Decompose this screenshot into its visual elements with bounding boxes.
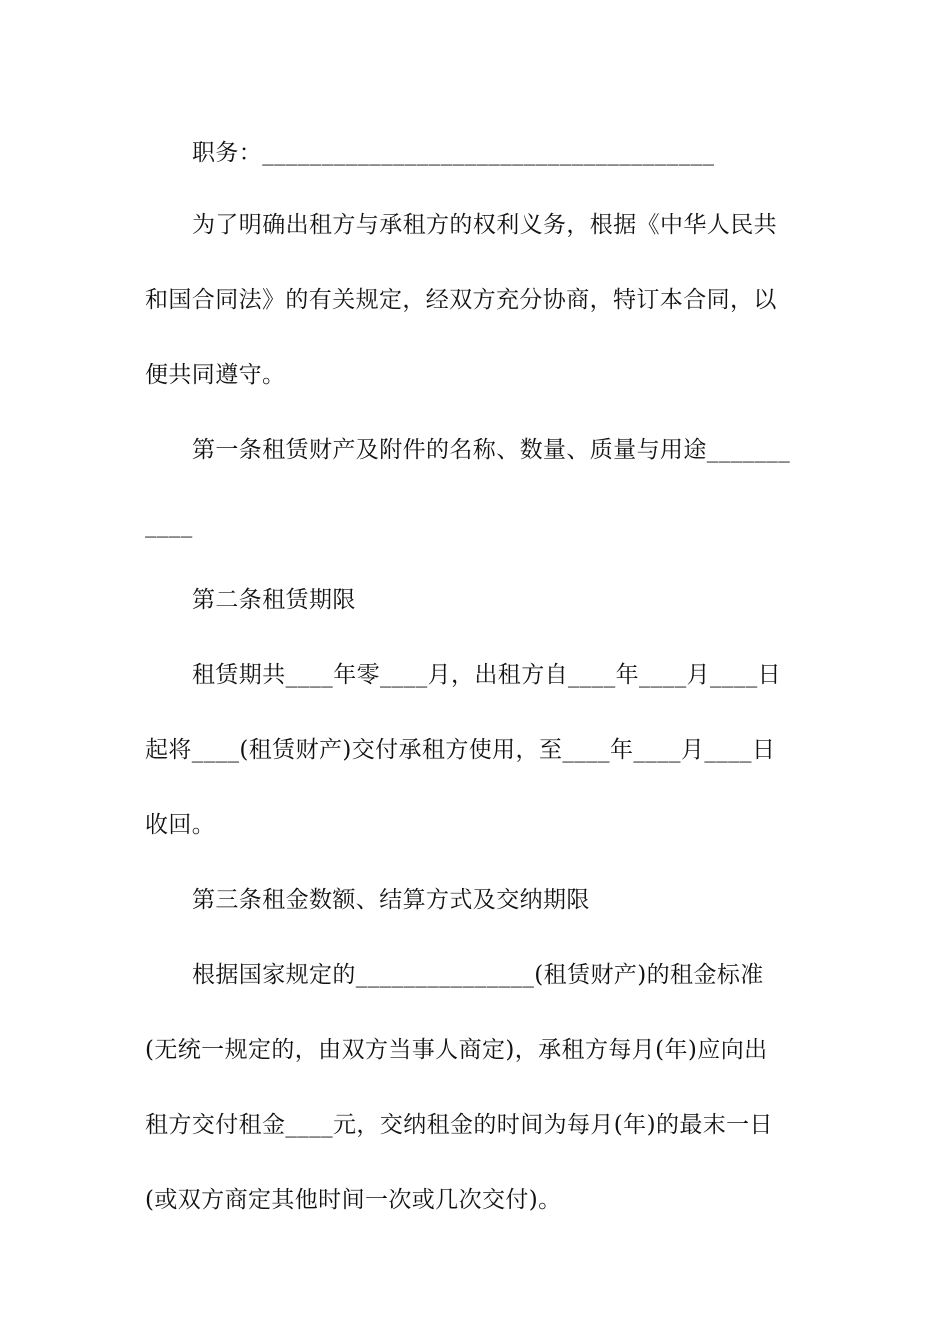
article-2-heading: 第二条租赁期限 (192, 587, 356, 613)
article-3-line-4: (或双方商定其他时间一次或几次交付)。 (145, 1187, 562, 1213)
position-line (192, 138, 805, 168)
paragraph-intro-line-3: 便共同遵守。 (145, 362, 286, 388)
article-1-line-1: 第一条租赁财产及附件的名称、数量、质量与用途_______ (192, 437, 791, 463)
position-blank: ______________________________________ (262, 140, 715, 166)
article-3-line-1: 根据国家规定的_______________(租赁财产)的租金标准 (192, 962, 764, 988)
article-1-line-2: ____ (145, 512, 193, 538)
article-2-line-2: 起将____(租赁财产)交付承租方使用，至____年____月____日 (145, 737, 776, 763)
position-label: 职务： (192, 140, 263, 166)
paragraph-intro-line-1: 为了明确出租方与承租方的权利义务，根据《中华人民共 (192, 212, 777, 238)
article-2-line-1: 租赁期共____年零____月，出租方自____年____月____日 (192, 662, 781, 688)
article-3-heading: 第三条租金数额、结算方式及交纳期限 (192, 887, 590, 913)
article-2-line-3: 收回。 (145, 812, 216, 838)
article-3-line-3: 租方交付租金____元，交纳租金的时间为每月(年)的最末一日 (145, 1112, 773, 1138)
article-3-line-2: (无统一规定的，由双方当事人商定)，承租方每月(年)应向出 (145, 1037, 768, 1063)
paragraph-intro-line-2: 和国合同法》的有关规定，经双方充分协商，特订本合同，以 (145, 287, 777, 313)
